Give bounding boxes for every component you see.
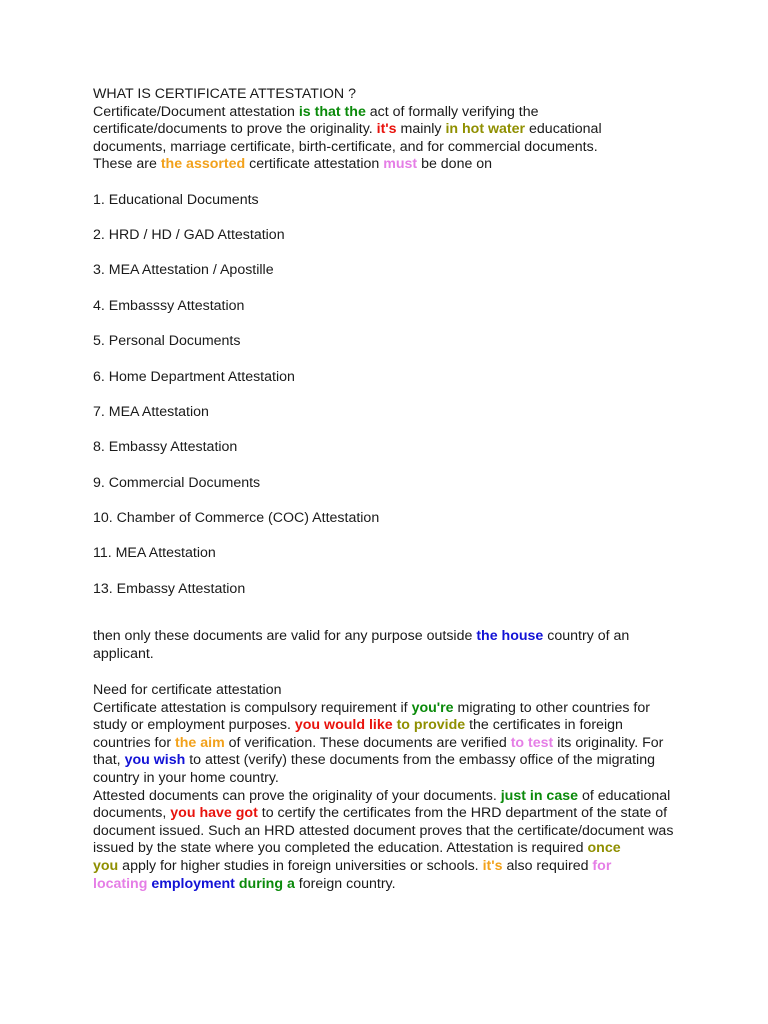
list-item: 3. MEA Attestation / Apostille: [93, 262, 274, 278]
highlighted-text: you have got: [170, 805, 258, 822]
need-line: [93, 876, 683, 894]
highlighted-text: the house: [476, 628, 544, 644]
need-line: [93, 682, 683, 700]
body-text: be done on: [417, 156, 493, 173]
body-text: migrating to other countries for: [453, 699, 650, 716]
highlighted-text: just in case: [500, 787, 578, 804]
highlighted-text: must: [383, 156, 418, 173]
need-line: [93, 735, 683, 753]
need-line: [93, 700, 683, 718]
intro-line: [93, 121, 683, 139]
need-line: [93, 805, 683, 823]
body-text: issued by the state where you completed the education. Attestation is required: [93, 840, 588, 857]
list-item: 2. HRD / HD / GAD Attestation: [93, 227, 285, 243]
body-text: documents,: [93, 805, 171, 822]
body-text: country of an: [543, 628, 630, 644]
highlighted-text: for: [592, 857, 612, 874]
list-item: 4. Embasssy Attestation: [93, 298, 245, 314]
need-line: [93, 840, 683, 858]
body-text: study or employment purposes.: [93, 717, 295, 734]
body-text: Attested documents can prove the originality of your documents.: [93, 787, 501, 804]
body-text: that,: [93, 752, 125, 769]
highlighted-text: the aim: [175, 734, 225, 751]
highlighted-text: to provide: [396, 717, 466, 734]
highlighted-text: you would like: [294, 717, 393, 734]
highlighted-text: during a: [238, 875, 295, 892]
body-text: of verification. These documents are verified: [224, 734, 511, 751]
need-line: [93, 858, 683, 876]
list-item: 9. Commercial Documents: [93, 475, 261, 491]
need-section: [93, 682, 683, 893]
body-text: certificate/documents to prove the originality.: [93, 121, 377, 138]
highlighted-text: you wish: [124, 752, 186, 769]
highlighted-text: it's: [482, 857, 503, 874]
highlighted-text: locating: [93, 875, 148, 892]
outro-line: [93, 628, 683, 646]
highlighted-text: in hot water: [445, 121, 526, 138]
intro-section: [93, 86, 683, 174]
body-text: educational: [525, 121, 602, 138]
body-text: apply for higher studies in foreign universities or schools.: [118, 857, 483, 874]
body-text: documents, marriage certificate, birth-certificate, and for commercial documents.: [93, 138, 598, 155]
body-text: document issued. Such an HRD attested document proves that the certificate/document was: [93, 822, 674, 839]
body-text: foreign country.: [294, 875, 396, 892]
need-line: [93, 717, 683, 735]
body-text: applicant.: [93, 645, 154, 662]
highlighted-text: you're: [411, 699, 454, 716]
list-item: 13. Embassy Attestation: [93, 581, 246, 597]
highlighted-text: employment: [151, 875, 235, 892]
list-item: 11. MEA Attestation: [93, 545, 216, 561]
body-text: certificate attestation: [245, 156, 384, 173]
highlighted-text: you: [93, 857, 119, 874]
highlighted-text: is that the: [298, 103, 366, 120]
body-text: the certificates in foreign: [465, 717, 623, 734]
body-text: of educational: [578, 787, 671, 804]
body-text: WHAT IS CERTIFICATE ATTESTATION ?: [93, 86, 357, 102]
body-text: Need for certificate attestation: [93, 682, 282, 698]
outro-line: [93, 646, 683, 664]
intro-line: [93, 139, 683, 157]
body-text: then only these documents are valid for any purpose outside: [93, 628, 477, 644]
need-line: [93, 752, 683, 770]
list-item: 8. Embassy Attestation: [93, 439, 238, 455]
list-item: 1. Educational Documents: [93, 192, 259, 208]
highlighted-text: once: [587, 840, 621, 857]
highlighted-text: to test: [510, 734, 554, 751]
intro-line: [93, 86, 683, 104]
intro-line: [93, 104, 683, 122]
list-item: 6. Home Department Attestation: [93, 369, 295, 385]
body-text: its originality. For: [553, 734, 664, 751]
need-line: [93, 788, 683, 806]
body-text: mainly: [396, 121, 446, 138]
highlighted-text: the assorted: [160, 156, 246, 173]
body-text: countries for: [93, 734, 176, 751]
outro-section: [93, 628, 683, 663]
body-text: Certificate/Document attestation: [93, 103, 299, 120]
need-line: [93, 823, 683, 841]
body-text: country in your home country.: [93, 769, 279, 786]
need-line: [93, 770, 683, 788]
body-text: to certify the certificates from the HRD department of the state of: [257, 805, 668, 822]
list-item: 10. Chamber of Commerce (COC) Attestation: [93, 510, 380, 526]
list-item: 5. Personal Documents: [93, 333, 241, 349]
list-item: 7. MEA Attestation: [93, 404, 209, 420]
body-text: to attest (verify) these documents from the embassy office of the migrating: [185, 752, 655, 769]
body-text: act of formally verifying the: [365, 103, 539, 120]
intro-line: [93, 156, 683, 174]
body-text: Certificate attestation is compulsory requirement if: [93, 699, 412, 716]
body-text: These are: [93, 156, 161, 173]
highlighted-text: it's: [376, 121, 397, 138]
body-text: also required: [502, 857, 593, 874]
